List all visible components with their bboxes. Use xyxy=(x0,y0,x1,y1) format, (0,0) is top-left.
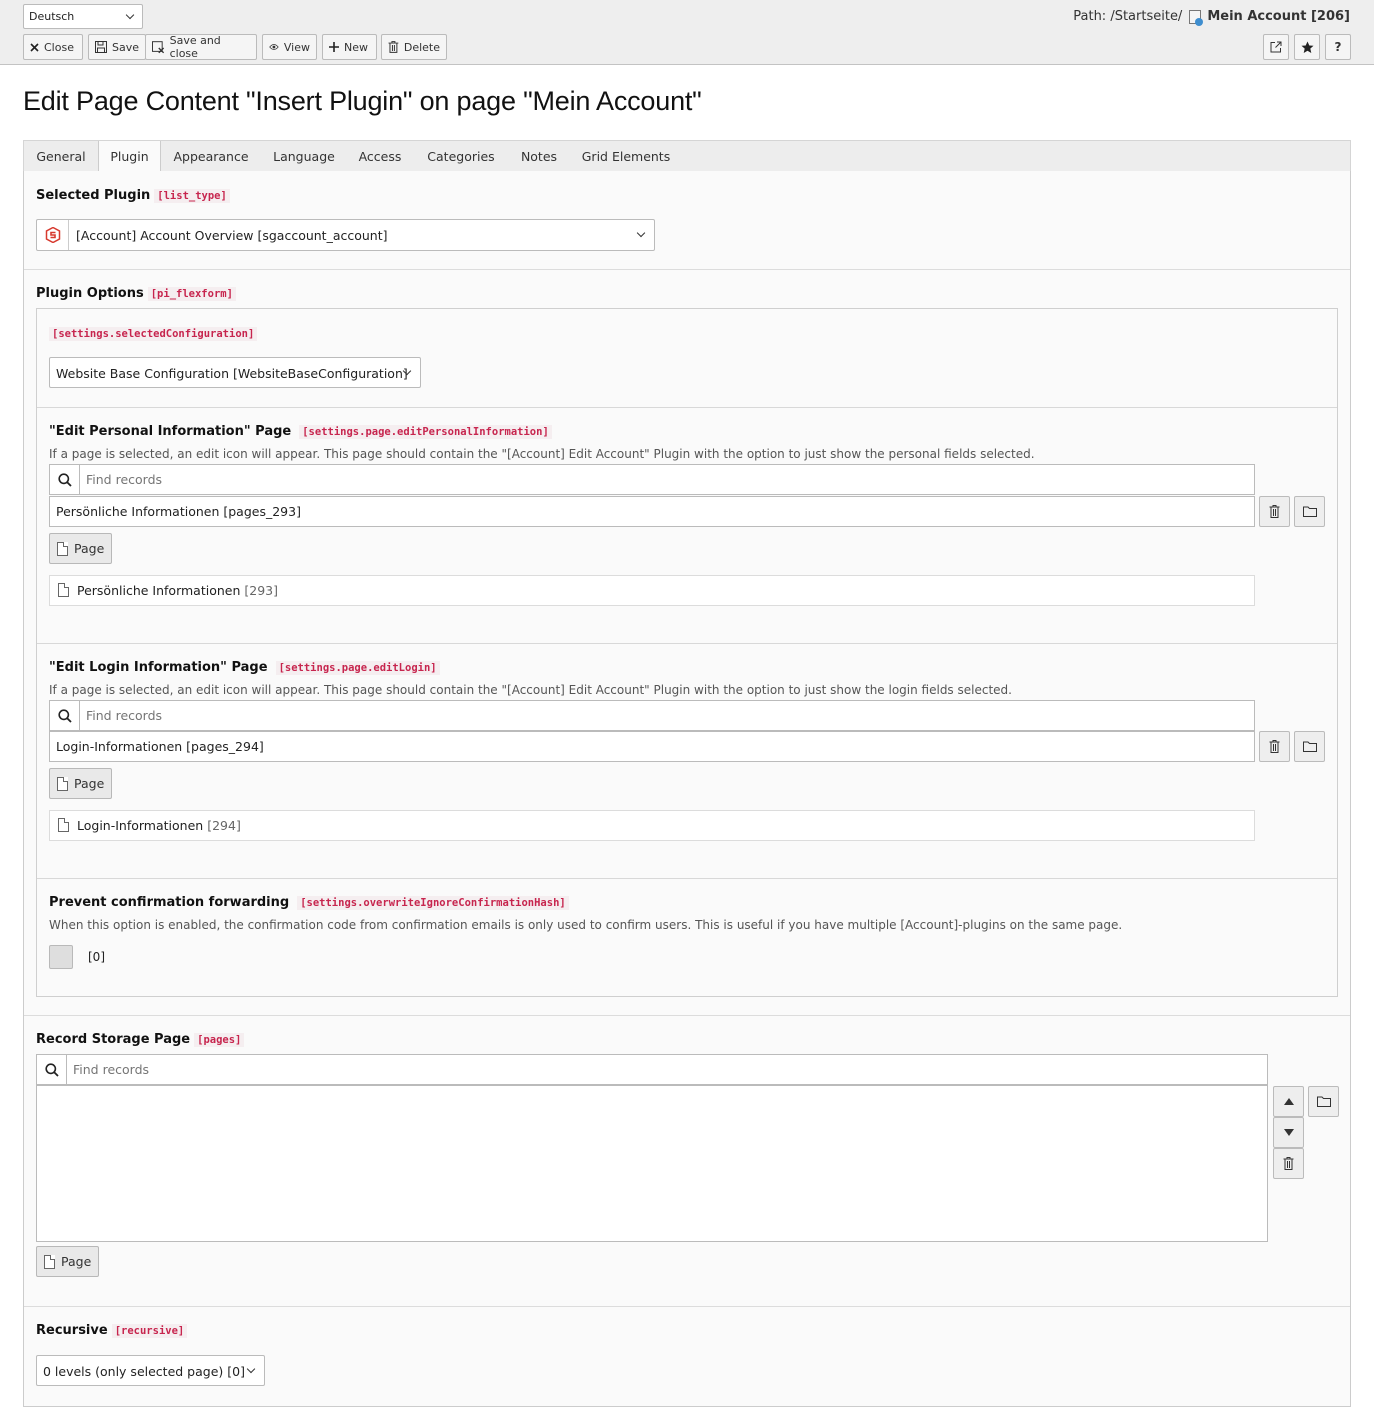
divider xyxy=(37,878,1337,879)
help-icon: ? xyxy=(1334,40,1342,54)
record-uid: [294] xyxy=(207,818,241,833)
tab-grid-elements[interactable] xyxy=(574,141,678,172)
edit-login-search xyxy=(49,700,1255,731)
recursive-select[interactable] xyxy=(36,1355,265,1386)
chevron-down-icon xyxy=(247,1365,255,1373)
language-select[interactable] xyxy=(23,4,143,29)
field-name-tag: [pi_flexform] xyxy=(148,287,236,301)
new-button-label: New xyxy=(344,40,368,54)
page-title: Edit Page Content "Insert Plugin" on page "Mein Account" xyxy=(23,86,702,116)
configuration-value: Website Base Configuration [WebsiteBaseConfiguration] xyxy=(56,366,408,381)
selected-plugin-value: [Account] Account Overview [sgaccount_account] xyxy=(76,228,388,243)
tab-plugin[interactable] xyxy=(98,141,161,173)
page-icon xyxy=(58,818,69,832)
edit-personal-search-input[interactable] xyxy=(80,465,1254,494)
trash-icon xyxy=(1283,1157,1294,1170)
save-close-icon xyxy=(152,41,165,54)
plugin-icon xyxy=(37,220,69,250)
page-button-label: Page xyxy=(74,776,105,791)
divider xyxy=(37,643,1337,644)
recursive-value: 0 levels (only selected page) [0] xyxy=(43,1364,245,1379)
view-button-label: View xyxy=(283,40,310,54)
prevent-forwarding-value: [0] xyxy=(88,950,105,964)
recursive-label-text: Recursive xyxy=(36,1323,108,1338)
configuration-select[interactable] xyxy=(49,357,421,388)
close-button-label: Close xyxy=(44,40,74,54)
tab-general[interactable] xyxy=(24,141,98,172)
record-storage-search xyxy=(36,1054,1268,1085)
field-name-tag: [settings.page.editPersonalInformation] xyxy=(299,425,552,439)
save-icon xyxy=(95,41,107,53)
remove-record-button[interactable] xyxy=(1273,1148,1304,1179)
field-name-tag: [pages] xyxy=(194,1033,244,1047)
search-icon xyxy=(37,1055,67,1084)
edit-personal-delete-button[interactable] xyxy=(1259,496,1290,527)
configuration-label xyxy=(49,326,257,341)
path-label: Path: /Startseite/ xyxy=(1073,9,1183,24)
edit-login-value-text: Login-Informationen [pages_294] xyxy=(56,739,264,754)
edit-login-help: If a page is selected, an edit icon will appear. This page should contain the "[Account] Edit Account" Plugin with the option to just show the login fields selected. xyxy=(49,683,1012,697)
plus-icon xyxy=(329,42,339,52)
edit-personal-page-button[interactable] xyxy=(49,533,112,564)
close-button[interactable] xyxy=(23,34,83,60)
page-icon xyxy=(57,542,68,556)
trash-icon xyxy=(1269,505,1280,518)
field-name-tag: [settings.selectedConfiguration] xyxy=(49,327,257,341)
edit-login-page-button[interactable] xyxy=(49,768,112,799)
record-storage-browse-button[interactable] xyxy=(1308,1086,1339,1117)
bookmark-button[interactable] xyxy=(1294,34,1320,60)
record-storage-search-input[interactable] xyxy=(67,1055,1267,1084)
breadcrumb xyxy=(1073,9,1350,24)
edit-personal-label-text: "Edit Personal Information" Page xyxy=(49,424,292,439)
folder-icon xyxy=(1317,1096,1331,1107)
divider xyxy=(24,269,1350,270)
view-button[interactable] xyxy=(262,34,317,60)
close-icon xyxy=(30,43,39,52)
record-storage-page-button[interactable] xyxy=(36,1246,99,1277)
record-storage-list[interactable] xyxy=(36,1085,1268,1242)
edit-login-record[interactable] xyxy=(49,810,1255,841)
edit-personal-browse-button[interactable] xyxy=(1294,496,1325,527)
save-and-close-button[interactable] xyxy=(145,34,257,60)
tab-appearance[interactable] xyxy=(164,141,258,172)
edit-login-label-text: "Edit Login Information" Page xyxy=(49,660,268,675)
plugin-options-label-text: Plugin Options xyxy=(36,286,144,301)
record-storage-label xyxy=(36,1032,244,1047)
new-button[interactable] xyxy=(322,34,377,60)
tab-plugin-label: Plugin xyxy=(110,149,149,164)
record-storage-label-text: Record Storage Page xyxy=(36,1032,191,1047)
current-page-title[interactable]: Mein Account [206] xyxy=(1207,9,1350,24)
edit-login-value[interactable] xyxy=(49,731,1255,762)
docheader xyxy=(0,0,1374,65)
field-name-tag: [list_type] xyxy=(154,189,230,203)
flexform-container xyxy=(36,308,1338,997)
selected-plugin-label-text: Selected Plugin xyxy=(36,188,151,203)
save-button[interactable] xyxy=(88,34,146,60)
field-name-tag: [recursive] xyxy=(112,1324,188,1338)
field-name-tag: [settings.page.editLogin] xyxy=(276,661,440,675)
plugin-options-label xyxy=(36,286,236,301)
delete-button-label: Delete xyxy=(403,40,440,54)
tab-categories[interactable] xyxy=(419,141,503,172)
star-icon xyxy=(1301,41,1314,54)
external-link-icon xyxy=(1270,41,1282,53)
trash-icon xyxy=(1269,740,1280,753)
folder-icon xyxy=(1303,506,1317,517)
eye-icon xyxy=(269,42,279,52)
edit-login-label xyxy=(49,660,440,675)
save-and-close-label: Save and close xyxy=(169,34,221,60)
page-icon xyxy=(44,1255,55,1269)
record-title: Login-Informationen xyxy=(77,818,204,833)
divider xyxy=(37,407,1337,408)
divider xyxy=(24,1306,1350,1307)
prevent-forwarding-label-text: Prevent confirmation forwarding xyxy=(49,895,290,910)
tab-categories-label: Categories xyxy=(427,149,495,164)
edit-personal-value-text: Persönliche Informationen [pages_293] xyxy=(56,504,301,519)
edit-personal-record[interactable] xyxy=(49,575,1255,606)
edit-login-search-input[interactable] xyxy=(80,701,1254,730)
page-button-label: Page xyxy=(74,541,105,556)
edit-personal-search xyxy=(49,464,1255,495)
record-uid: [293] xyxy=(244,583,279,598)
recursive-label xyxy=(36,1323,187,1338)
arrow-up-icon xyxy=(1284,1098,1294,1105)
page-icon xyxy=(58,583,69,597)
move-down-button[interactable] xyxy=(1273,1117,1304,1148)
prevent-forwarding-checkbox[interactable] xyxy=(49,945,73,969)
tab-language-label: Language xyxy=(273,149,335,164)
selected-plugin-label xyxy=(36,188,230,203)
folder-icon xyxy=(1303,741,1317,752)
tab-language[interactable] xyxy=(264,141,344,172)
tab-appearance-label: Appearance xyxy=(173,149,249,164)
arrow-down-icon xyxy=(1284,1129,1294,1136)
page-icon xyxy=(57,777,68,791)
tab-access[interactable] xyxy=(350,141,410,172)
edit-login-browse-button[interactable] xyxy=(1294,731,1325,762)
prevent-forwarding-help: When this option is enabled, the confirmation code from confirmation emails is only used to confirm users. This is useful if you have multiple [Account]-plugins on the same page. xyxy=(49,918,1123,932)
language-value: Deutsch xyxy=(29,10,75,23)
page-button-label: Page xyxy=(61,1254,92,1269)
tab-panel-plugin xyxy=(23,171,1351,1407)
search-icon xyxy=(50,701,80,730)
tab-notes[interactable] xyxy=(512,141,566,172)
field-name-tag: [settings.overwriteIgnoreConfirmationHash] xyxy=(297,896,569,910)
edit-login-delete-button[interactable] xyxy=(1259,731,1290,762)
delete-button[interactable] xyxy=(381,34,447,60)
page-icon xyxy=(1189,10,1201,24)
save-button-label: Save xyxy=(111,40,139,54)
edit-personal-help: If a page is selected, an edit icon will appear. This page should contain the "[Account] Edit Account" Plugin with the option to just show the personal fields selected. xyxy=(49,447,1035,461)
tab-bar xyxy=(23,140,1351,172)
selected-plugin-select[interactable] xyxy=(36,219,655,251)
open-new-window-button[interactable] xyxy=(1263,34,1289,60)
prevent-forwarding-label xyxy=(49,895,569,910)
edit-personal-label xyxy=(49,424,552,439)
trash-icon xyxy=(388,41,399,53)
chevron-down-icon xyxy=(126,11,134,19)
tab-general-label: General xyxy=(36,149,86,164)
tab-grid-elements-label: Grid Elements xyxy=(581,149,671,164)
tab-access-label: Access xyxy=(358,149,402,164)
record-title: Persönliche Informationen xyxy=(77,583,241,598)
tab-notes-label: Notes xyxy=(520,149,558,164)
search-icon xyxy=(50,465,80,494)
help-button[interactable] xyxy=(1325,34,1351,60)
chevron-down-icon xyxy=(637,229,645,237)
move-up-button[interactable] xyxy=(1273,1086,1304,1117)
edit-personal-value[interactable] xyxy=(49,496,1255,527)
divider xyxy=(24,1015,1350,1016)
